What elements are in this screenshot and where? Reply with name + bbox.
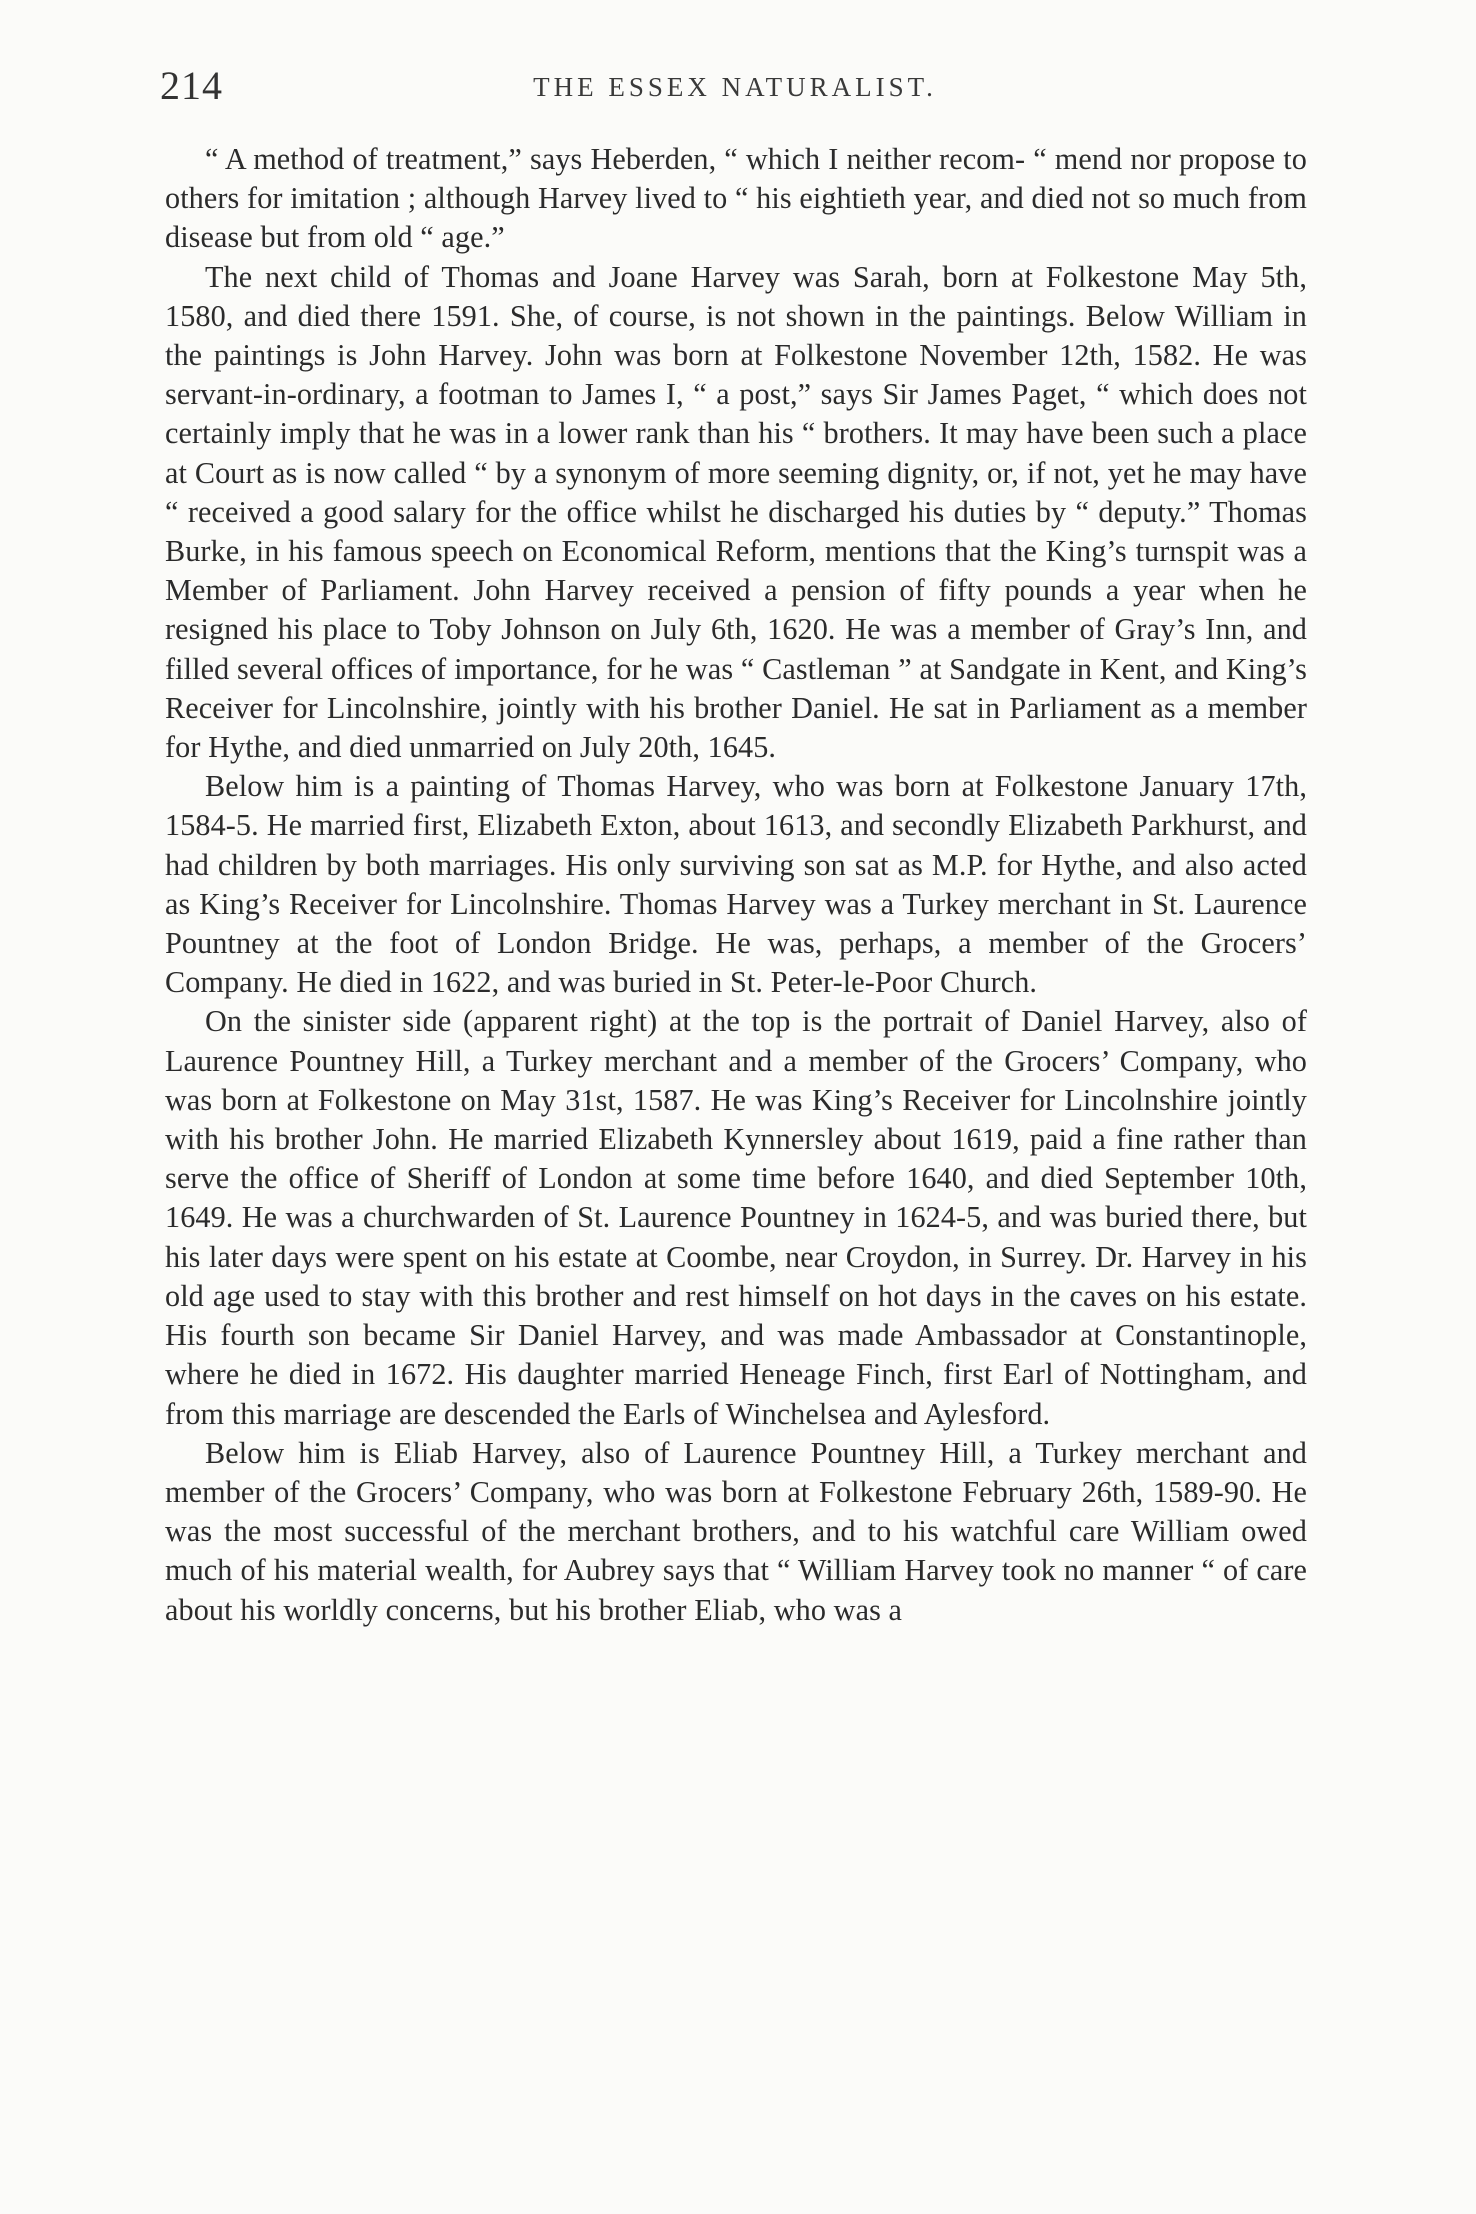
page-number: 214: [160, 63, 223, 108]
body-text: [165, 140, 1307, 1630]
paragraph-daniel-harvey: On the sinister side (apparent right) at the top is the portrait of Daniel Harvey, also of Laurence Pountney Hill, a Turkey merchant and a member of the Grocers’ Company, who was born at Folkestone on May 31st, 1587. He was King’s Receiver for Lincolnshire jointly with his brother John. He married Elizabeth Kynnersley about 1619, paid a fine rather than serve the office of Sheriff of London at some time before 1640, and died September 10th, 1649. He was a churchwarden of St. Laurence Pountney in 1624-5, and was buried there, but his later days were spent on his estate at Coombe, near Croydon, in Surrey. Dr. Harvey in his old age used to stay with this brother and rest himself on hot days in the caves on his estate. His fourth son became Sir Daniel Harvey, and was made Ambassador at Constantinople, where he died in 1672. His daughter married Heneage Finch, first Earl of Nottingham, and from this marriage are descended the Earls of Winchelsea and Aylesford.: [165, 1004, 1307, 1431]
journal-title: THE ESSEX NATURALIST.: [533, 72, 937, 102]
paragraph-eliab-harvey: Below him is Eliab Harvey, also of Laurence Pountney Hill, a Turkey merchant and member of the Grocers’ Company, who was born at Folkestone February 26th, 1589-90. He was the most successful of the merchant brothers, and to his watchful care William owed much of his material wealth, for Aubrey says that “ William Harvey took no manner “ of care about his worldly concerns, but his brother Eliab, who was a: [165, 1435, 1307, 1627]
running-head: [160, 62, 1310, 122]
paragraph-sarah-john-harvey: The next child of Thomas and Joane Harvey was Sarah, born at Folkestone May 5th, 1580, and died there 1591. She, of course, is not shown in the paintings. Below William in the paintings is John Harvey. John was born at Folkestone November 12th, 1582. He was servant-in-ordinary, a footman to James I, “ a post,” says Sir James Paget, “ which does not certainly imply that he was in a lower rank than his “ brothers. It may have been such a place at Court as is now called “ by a synonym of more seeming dignity, or, if not, yet he may have “ received a good salary for the office whilst he discharged his duties by “ deputy.” Thomas Burke, in his famous speech on Economical Reform, mentions that the King’s turnspit was a Member of Parliament. John Harvey received a pension of fifty pounds a year when he resigned his place to Toby Johnson on July 6th, 1620. He was a member of Gray’s Inn, and filled several offices of importance, for he was “ Castleman ” at Sandgate in Kent, and King’s Receiver for Lincolnshire, jointly with his brother Daniel. He sat in Parliament as a member for Hythe, and died unmarried on July 20th, 1645.: [165, 259, 1307, 765]
paragraph-thomas-harvey: Below him is a painting of Thomas Harvey, who was born at Folkestone January 17th, 1584-5. He married first, Elizabeth Exton, about 1613, and secondly Elizabeth Parkhurst, and had children by both marriages. His only surviving son sat as M.P. for Hythe, and also acted as King’s Receiver for Lincolnshire. Thomas Harvey was a Turkey merchant in St. Laurence Pountney at the foot of London Bridge. He was, perhaps, a member of the Grocers’ Company. He died in 1622, and was buried in St. Peter-le-Poor Church.: [165, 769, 1307, 1000]
paragraph-heberden-quote: “ A method of treatment,” says Heberden, “ which I neither recom- “ mend nor propose to others for imitation ; although Harvey lived to “ his eightieth year, and died not so much from disease but from old “ age.”: [165, 142, 1307, 255]
